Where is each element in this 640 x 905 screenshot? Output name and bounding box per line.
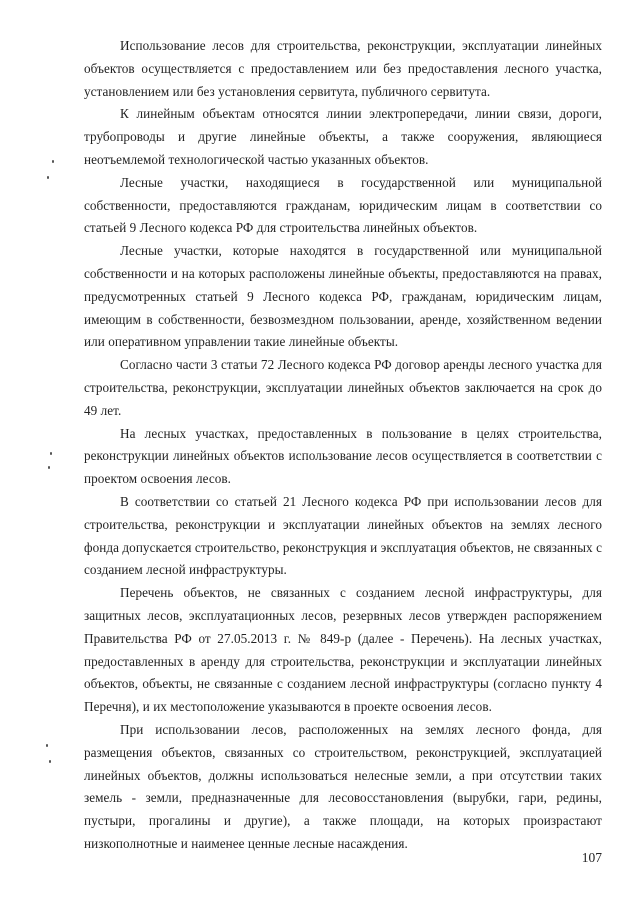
scan-speck [50,452,52,455]
scan-speck [46,744,48,747]
paragraph-6: На лесных участках, предоставленных в пользование в целях строительства, реконструкции линейных объектов использование лесов осуществляется в соответствии с проектом освоения лесов. [84,425,602,487]
paragraph-8: Перечень объектов, не связанных с созданием лесной инфраструктуры, для защитных лесов, эксплуатационных лесов, резервных лесов утвержден распоряжением Правительства РФ от 27.05.2013 г. № 849-р (далее - Перечень). На лесных участках, предоставленных в аренду для строительства, реконструкции и эксплуатации линейных объектов, объекты, не связанные с созданием лесной инфраструктуры (согласно пункту 4 Перечня), и их местоположение указываются в проекте освоения лесов. [84,585,602,715]
paragraph-5: Согласно части 3 статьи 72 Лесного кодекса РФ договор аренды лесного участка для строительства, реконструкции, эксплуатации линейных объектов заключается на срок до 49 лет. [84,357,602,418]
scan-speck [49,760,51,763]
paragraph-9: При использовании лесов, расположенных на землях лесного фонда, для размещения объектов, связанных со строительством, реконструкцией, эксплуатацией линейных объектов, должны использоваться нелесные земли, а при отсутствии таких земель - земли, предназначенные для лесовосстановления (вырубки, гари, редины, пустыри, прогалины и другие), а также площади, на которых произрастают низкополнотные и наименее ценные лесные насаждения. [84,721,602,851]
paragraph-1: Использование лесов для строительства, реконструкции, эксплуатации линейных объектов осуществляется с предоставлением или без предоставления лесного участка, установлением или без установления сервитута, публичного сервитута. [84,38,602,99]
scan-speck [47,176,49,179]
body-text [84,35,602,856]
scan-speck [48,466,50,469]
paragraph-7: В соответствии со статьей 21 Лесного кодекса РФ при использовании лесов для строительства, реконструкции и эксплуатации линейных объектов на землях лесного фонда допускается строительство, реконструкция и эксплуатация объектов, не связанных с созданием лесной инфраструктуры. [84,493,602,578]
paragraph-3: Лесные участки, находящиеся в государственной или муниципальной собственности, предоставляются гражданам, юридическим лицам в соответствии со статьей 9 Лесного кодекса РФ для строительства линейных объектов. [84,174,602,236]
page-number: 107 [581,850,602,865]
paragraph-2: К линейным объектам относятся линии электропередачи, линии связи, дороги, трубопроводы и другие линейные объекты, а также сооружения, являющиеся неотъемлемой технологической частью указанных объектов. [84,106,602,167]
paragraph-4: Лесные участки, которые находятся в государственной или муниципальной собственности и на которых расположены линейные объекты, предоставляются на правах, предусмотренных статьей 9 Лесного кодекса РФ, гражданам, юридическим лицам, имеющим в собственности, безвозмездном пользовании, аренде, хозяйственном ведении или оперативном управлении такие линейные объекты. [84,243,602,350]
scan-speck [52,160,54,163]
